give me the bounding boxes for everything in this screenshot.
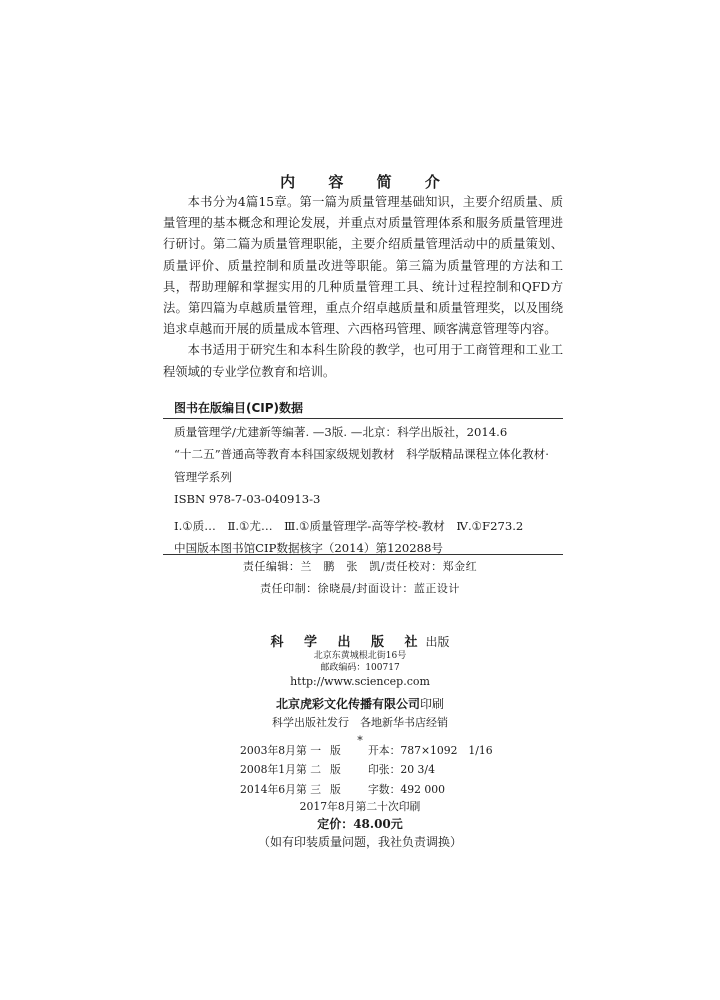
printer-company: 北京虎彩文化传播有限公司: [275, 697, 420, 711]
publisher-address: 北京东黄城根北街16号: [313, 651, 407, 661]
distribution: 科学出版社发行 各地新华书店经销: [272, 716, 448, 729]
edition-date: 2008年1月第: [240, 763, 307, 777]
printer-name: [0, 695, 720, 712]
publisher-logo-text: 科 学 出 版 社: [270, 635, 426, 650]
publisher-name: [0, 631, 720, 650]
summary-paragraph: 本书适用于研究生和本科生阶段的教学，也可用于工商管理和工业工程领域的专业学位教育和培训。: [163, 343, 563, 379]
edition-spec: 印张：20 3/4: [368, 763, 435, 777]
edition-date: 2014年6月第: [240, 782, 307, 796]
printer-suffix: 印刷: [420, 697, 445, 711]
publisher-block: [0, 631, 720, 748]
production-credits: 责任印制：徐晓晨/封面设计：蓝正设计: [260, 582, 460, 595]
book-summary: [163, 192, 563, 383]
edition-spec: 字数：492 000: [368, 782, 446, 796]
cip-series-line: “十二五”普通高等教育本科国家级规划教材 科学版精品课程立体化教材·管理学系列: [174, 447, 549, 484]
divider: [163, 418, 563, 419]
publisher-url: http://www.sciencep.com: [290, 675, 430, 688]
cip-classification: Ⅰ.①质… Ⅱ.①尤… Ⅲ.①质量管理学-高等学校-教材 Ⅳ.①F273.2: [174, 518, 524, 533]
summary-paragraph: 本书分为4篇15章。第一篇为质量管理基础知识，主要介绍质量、质量管理的基本概念和理论发展，并重点对质量管理体系和服务质量管理进行研讨。第二篇为质量管理职能，主要介绍质量管理活动中的质量策划、质量评价、质量控制和质量改进等职能。第三篇为质量管理的方法和工具，帮助理解和掌握实用的几种质量管理工具、统计过程控制和QFD方法。第四篇为卓越质量管理，重点介绍卓越质量和质量管理奖，以及围绕追求卓越而开展的质量成本管理、六西格玛管理、顾客满意管理等内容。: [163, 195, 563, 337]
cip-title-line: 质量管理学/尤建新等编著. —3版. —北京：科学出版社，2014.6: [174, 425, 508, 439]
page-title: 内 容 简 介: [280, 173, 454, 191]
edition-row: [240, 741, 540, 760]
print-count: 2017年8月第二十次印刷: [299, 800, 421, 813]
edition-row: [240, 780, 540, 799]
quality-notice: （如有印装质量问题，我社负责调换）: [257, 835, 462, 849]
edition-date: 2003年8月第: [240, 744, 307, 757]
isbn: ISBN 978-7-03-040913-3: [174, 492, 321, 507]
edition-table: [240, 741, 540, 799]
credits: [0, 556, 720, 600]
divider: [163, 554, 563, 555]
editor-credits: 责任编辑：兰 鹏 张 凯/责任校对：郑金红: [242, 560, 478, 573]
cip-heading: 图书在版编目(CIP)数据: [174, 401, 304, 415]
publisher-postcode: 邮政编码：100717: [320, 663, 400, 673]
edition-number: 三版: [310, 782, 350, 796]
edition-number: 一版: [310, 744, 350, 757]
edition-spec: 开本：787×1092 1/16: [368, 744, 493, 757]
publisher-suffix: 出版: [425, 635, 450, 649]
separator-star: *: [357, 734, 363, 747]
edition-row: [240, 760, 540, 779]
cip-core-number: 中国版本图书馆CIP数据核字（2014）第120288号: [174, 541, 443, 556]
edition-number: 二版: [310, 763, 350, 777]
price: 定价：48.00元: [317, 817, 403, 831]
cip-data-block: [174, 421, 554, 559]
